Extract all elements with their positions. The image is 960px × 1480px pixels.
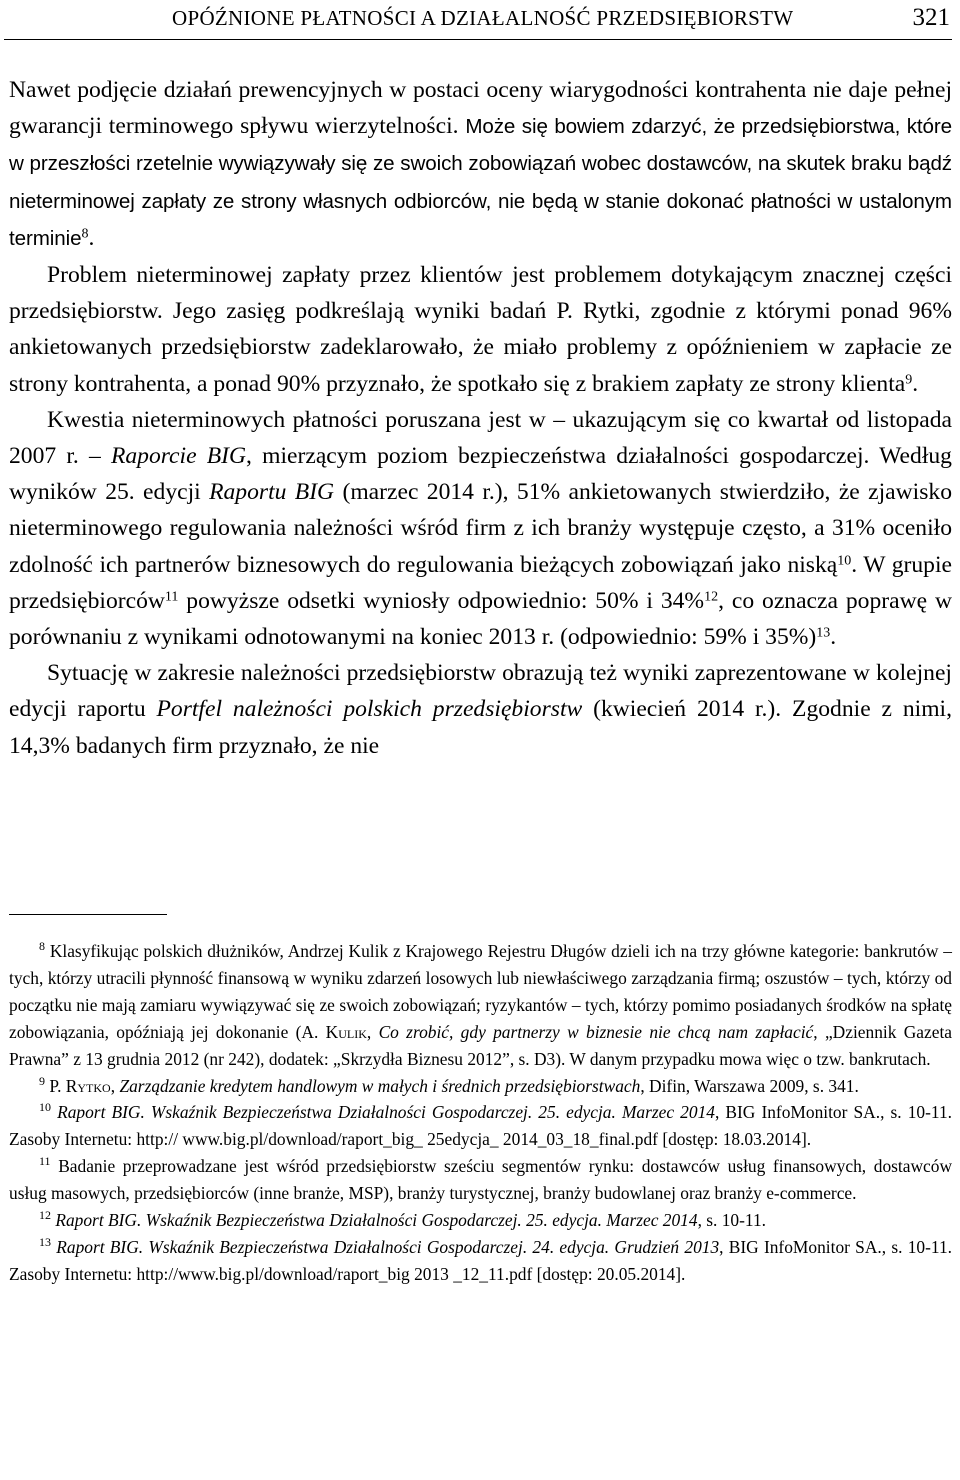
footnote-number: 10 xyxy=(39,1100,51,1115)
footnote-text: , BIG InfoMonitor SA., s. 10-11. Zasoby Internetu: http:// www.big.pl/download/raport_big_ 25edycja_ 2014_03_18_final.pdf [dostęp: 18.03.2014]. xyxy=(9,1102,952,1150)
paragraph-3 xyxy=(9,402,952,655)
p4-text-b: (kwiecień 2014 r.). Zgodnie z nimi, 14,3% badanych firm przyznało, że nie xyxy=(9,696,952,759)
paragraph-1 xyxy=(9,72,952,257)
footnote-13 xyxy=(9,1234,952,1288)
p2-text: Problem nieterminowej zapłaty przez klientów jest problemem dotykającym znacznej części przedsiębiorstw. Jego zasięg podkreślają wyniki badań P. Rytki, zgodnie z którymi ponad 96% ankietowanych przedsiębiorstw zadeklarowało, że miało problemy z opóźnieniem w zapłacie ze strony kontrahenta, a ponad 90% przyznało, że spotkało się z brakiem zapłaty ze strony klienta xyxy=(9,262,952,397)
footnote-11 xyxy=(9,1153,952,1207)
p3-text-d: . W grupie przedsiębiorców xyxy=(9,551,952,614)
footnote-9 xyxy=(9,1073,952,1100)
footnote-number: 12 xyxy=(39,1207,51,1222)
running-title: OPÓŹNIONE PŁATNOŚCI A DZIAŁALNOŚĆ PRZEDSIĘBIORSTW xyxy=(172,6,794,30)
footnote-title: Zarządzanie kredytem handlowym w małych i średnich przedsiębiorstwach xyxy=(119,1075,641,1096)
footnote-separator xyxy=(9,914,167,915)
footnote-ref-9: 9 xyxy=(905,371,913,387)
page-number: 321 xyxy=(912,4,950,31)
p3-text-b: , mierzącym poziom bezpieczeństwa działalności gospodarczej. Według wyników 25. edycji xyxy=(9,443,952,506)
p4-report-title: Portfel należności polskich przedsiębiorstw xyxy=(156,696,583,723)
footnote-author: Rytko xyxy=(65,1075,111,1096)
footnote-text: , Difin, Warszawa 2009, s. 341. xyxy=(640,1075,859,1096)
footnote-text: Badanie przeprowadzane jest wśród przedsiębiorstw sześciu segmentów rynku: dostawców usług finansowych, dostawców usług masowych, przedsiębiorców (inne branże, MSP), branży turystycznej, branży budowlanej oraz branży e-commerce. xyxy=(9,1156,952,1204)
footnote-number: 11 xyxy=(39,1154,51,1169)
p4-text-a: Sytuację w zakresie należności przedsiębiorstw obrazują też wyniki zaprezentowane w kolejnej edycji raportu xyxy=(9,660,952,723)
footnote-text: Klasyfikując polskich dłużników, Andrzej Kulik z Krajowego Rejestru Długów dzieli ich na trzy główne kategorie: bankrutów – tych, którzy utracili płynność finansową w wyniku zdarzeń losowych lub niewłaściwego zarządzania firmą; oszustów – tych, którzy od początku nie mają zamiaru wywiązywać się ze swoich zobowiązań; ryzykantów – tych, którzy pomimo posiadanych środków na spłatę zobowiązania, opóźniają jej dokonanie (A. xyxy=(9,941,952,1042)
footnote-title: Raport BIG. Wskaźnik Bezpieczeństwa Działalności Gospodarczej. 25. edycja. Marzec 2014 xyxy=(51,1210,698,1231)
footnote-number: 13 xyxy=(39,1234,51,1249)
p3-raporcie-big: Raporcie BIG xyxy=(110,443,247,470)
footnote-ref-12: 12 xyxy=(704,589,719,605)
p1-serif-text: Nawet podjęcie działań prewencyjnych w postaci oceny wiarygodności kontrahenta nie daje pełnej gwarancji terminowego spływu wierzytelności. xyxy=(9,77,952,140)
footnote-text: , xyxy=(110,1075,120,1096)
footnote-ref-11: 11 xyxy=(164,589,179,605)
p3-end: . xyxy=(830,624,837,651)
p2-end: . xyxy=(912,370,919,397)
p3-text-e: powyższe odsetki wyniosły odpowiednio: 50% i 34% xyxy=(178,587,705,614)
footnote-12 xyxy=(9,1207,952,1234)
footnotes xyxy=(9,938,952,1288)
footnote-8 xyxy=(9,938,952,1073)
footnote-title: Raport BIG. Wskaźnik Bezpieczeństwa Działalności Gospodarczej. 24. edycja. Grudzień 2013 xyxy=(51,1236,720,1257)
main-text xyxy=(9,72,952,764)
p1-end: . xyxy=(88,224,95,251)
p3-text-f: , co oznacza poprawę w porównaniu z wynikami odnotowanymi na koniec 2013 r. (odpowiednio: 59% i 35%) xyxy=(9,587,953,651)
p3-raportu-big: Raportu BIG xyxy=(209,479,335,506)
footnote-10 xyxy=(9,1099,952,1153)
paragraph-2 xyxy=(9,257,952,402)
footnote-author: Kulik xyxy=(325,1021,367,1042)
footnote-text: , s. 10-11. xyxy=(697,1210,767,1231)
footnote-number: 9 xyxy=(39,1073,45,1088)
paragraph-4 xyxy=(9,655,952,764)
footnote-text: P. xyxy=(45,1075,66,1096)
header-rule xyxy=(4,39,952,40)
p1-sans-text: Może się bowiem zdarzyć, że przedsiębiorstwa, które w przeszłości rzetelnie wywiązywały się ze swoich zobowiązań wobec dostawców, na skutek braku bądź nieterminowej zapłaty ze strony własnych odbiorców, nie będą w stanie dokonać płatności w ustalonym terminie xyxy=(9,115,952,250)
footnote-ref-13: 13 xyxy=(816,625,831,641)
footnote-title: Co zrobić, gdy partnerzy w biznesie nie chcą nam zapłacić xyxy=(378,1021,814,1042)
footnote-ref-8: 8 xyxy=(81,226,89,242)
footnote-number: 8 xyxy=(39,938,45,953)
running-header xyxy=(172,2,950,36)
footnote-text: , xyxy=(366,1021,379,1042)
p3-text-c: (marzec 2014 r.), 51% ankietowanych stwierdziło, że zjawisko nieterminowego regulowania należności wśród firm z ich branży występuje często, a 31% oceniło zdolność ich partnerów biznesowych do regulowania bieżących zobowiązań jako niską xyxy=(9,479,953,578)
footnote-title: Raport BIG. Wskaźnik Bezpieczeństwa Działalności Gospodarczej. 25. edycja. Marzec 2014 xyxy=(51,1102,715,1123)
p3-text-a: Kwestia nieterminowych płatności poruszana jest w – ukazującym się co kwartał od listopada 2007 r. – xyxy=(9,406,952,470)
footnote-ref-10: 10 xyxy=(837,552,852,568)
footnote-text: , „Dziennik Gazeta Prawna” z 13 grudnia 2012 (nr 242), dodatek: „Skrzydła Biznesu 2012”, s. D3). W danym przypadku mowa więc o tzw. bankrutach. xyxy=(9,1021,952,1069)
footnote-text: , BIG InfoMonitor SA., s. 10-11. Zasoby Internetu: http://www.big.pl/download/raport_big 2013 _12_11.pdf [dostęp: 20.05.2014]. xyxy=(9,1236,952,1284)
